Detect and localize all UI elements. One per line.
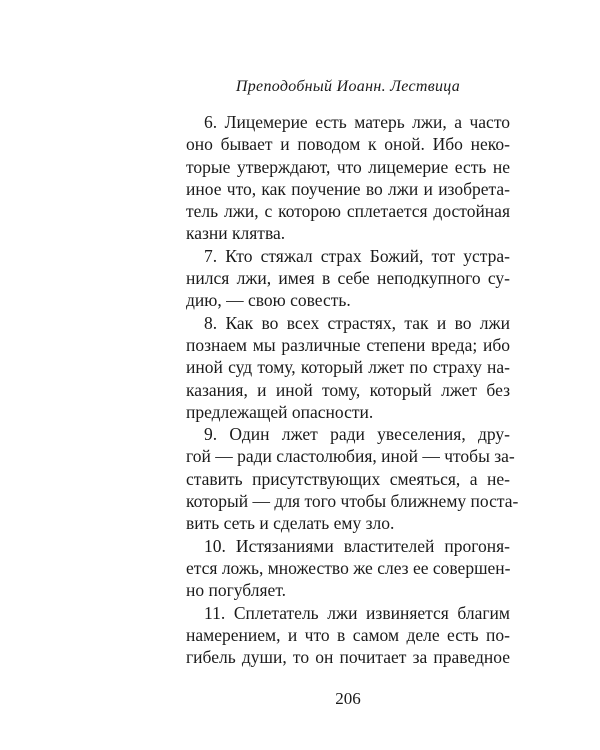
running-header: Преподобный Иоанн. Лествица — [235, 78, 461, 95]
text-line: гой — ради сластолюбия, иной — чтобы за- — [186, 446, 515, 467]
text-line: вить сеть и сделать ему зло. — [186, 513, 395, 534]
paragraph — [186, 535, 510, 602]
text-line: 6. Лицемерие есть матерь лжи, а часто — [204, 112, 510, 132]
text-line: иное что, как поучение во лжи и изобрета- — [186, 178, 510, 199]
paragraph — [186, 245, 510, 312]
text-line: 9. Один лжет ради увеселения, дру- — [204, 424, 510, 445]
text-line: предлежащей опасности. — [186, 401, 374, 422]
paragraph — [186, 602, 510, 669]
text-line: дию, — свою совесть. — [186, 290, 351, 311]
text-line: торые утверждают, что лицемерие есть не — [186, 156, 510, 177]
text-line: нился лжи, имея в себе неподкупного су- — [186, 268, 510, 289]
text-line: 11. Сплетатель лжи извиняется благим — [204, 602, 510, 623]
page-body — [186, 111, 519, 668]
text-line: иной суд тому, который лжет по страху на- — [186, 357, 510, 378]
page-number: 206 — [335, 689, 361, 708]
text-line: оно бывает и поводом к оной. Ибо неко- — [186, 134, 510, 155]
text-line: 8. Как во всех страстях, так и во лжи — [204, 312, 510, 333]
text-line: ется ложь, множество же слез ее совершен- — [186, 557, 511, 578]
text-line: 7. Кто стяжал страх Божий, тот устра- — [204, 245, 510, 266]
text-line: ставить присутствующих смеяться, а не- — [186, 468, 510, 489]
text-line: намерением, и что в самом деле есть по- — [186, 624, 510, 645]
paragraph — [186, 423, 519, 534]
text-line: тель лжи, с которою сплетается достойная — [186, 201, 510, 222]
text-line: гибель души, то он почитает за праведное — [186, 647, 510, 668]
text-line: казни клятва. — [186, 223, 286, 244]
paragraph — [186, 111, 510, 245]
text-line: познаем мы различные степени вреда; ибо — [186, 334, 510, 355]
text-line: но погубляет. — [186, 580, 287, 601]
paragraph — [186, 312, 510, 423]
text-line: казания, и иной тому, который лжет без — [186, 379, 510, 400]
text-line: 10. Истязаниями властителей прогоня- — [204, 535, 510, 556]
text-line: который — для того чтобы ближнему поста- — [186, 491, 519, 512]
